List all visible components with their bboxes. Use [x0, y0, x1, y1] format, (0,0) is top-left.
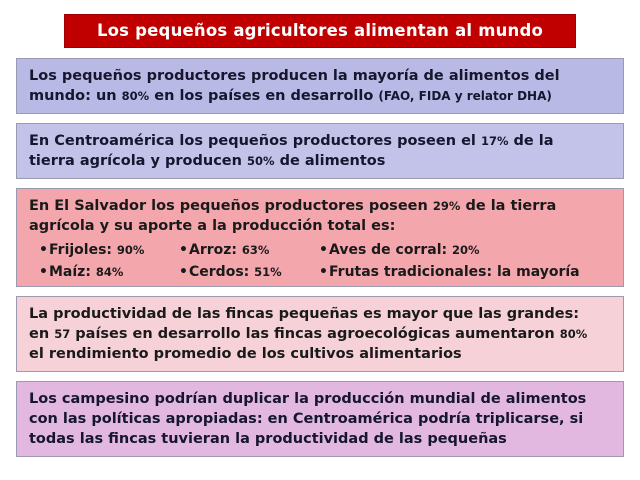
box4-line2-text-a: en — [29, 325, 55, 342]
box3-line1-text-b: de la tierra — [460, 198, 557, 215]
box2-line2-text-b: de alimentos — [274, 153, 386, 170]
box3-line2-text-b: : — [389, 218, 396, 235]
box2-line2-text-a: tierra agrícola y producen — [29, 153, 248, 170]
statement-box-productivity — [16, 296, 624, 372]
box2-line1-text-a: En Centroamérica los pequeños productores poseen el — [29, 133, 481, 150]
box5-line2-text-b: : en Centroamérica podría triplicarse, si — [256, 410, 584, 427]
bullet-dot-icon: • — [319, 242, 328, 259]
box2-line-1 — [29, 131, 613, 151]
box4-line1-text-a: La productividad de las fincas pequeñas es mayor que las grandes — [29, 305, 574, 322]
box3-line2-text-a: agrícola y su aporte a la producción total es — [29, 218, 390, 235]
box1-line2-text-c: en los países en desarrollo — [149, 88, 379, 105]
statement-box-potential — [16, 381, 624, 457]
box1-source-citation: (FAO, FIDA y relator DHA) — [378, 89, 552, 104]
statement-box-centroamerica — [16, 123, 624, 179]
box3-land-percentage: 29% — [432, 199, 461, 214]
box4-line-2 — [29, 324, 613, 344]
box1-line1-text: Los pequeños productores producen la mayoría de alimentos del — [29, 68, 560, 85]
list-item-label: Maíz — [49, 264, 86, 281]
production-column-2 — [179, 241, 319, 282]
list-item: •Arroz: 63% — [179, 242, 270, 259]
box4-line-1 — [29, 304, 613, 324]
box4-line2-text-b: países en desarrollo las fincas agroecológicas aumentaron — [70, 325, 560, 342]
box1-line2-text-b: : un — [85, 88, 122, 105]
list-item-label: Frutas tradicionales — [329, 264, 487, 281]
box5-line-1 — [29, 389, 613, 409]
list-item: •Aves de corral: 20% — [319, 242, 480, 259]
box4-line3-text: el rendimiento promedio de los cultivos alimentarios — [29, 345, 462, 362]
box4-yield-percentage: 80% — [559, 326, 588, 341]
box5-line-2 — [29, 409, 613, 429]
production-column-1 — [39, 241, 179, 282]
box1-line-2 — [29, 86, 613, 106]
box4-line1-text-b: : — [573, 305, 580, 322]
slide-title-bar — [64, 14, 576, 48]
list-item-value: 20% — [452, 243, 480, 258]
box5-line-3 — [29, 429, 613, 449]
box3-line-1 — [29, 196, 613, 216]
list-item-label: Frijoles — [49, 242, 107, 259]
list-item-value: 84% — [95, 265, 124, 280]
bullet-dot-icon: • — [319, 264, 328, 281]
bullet-dot-icon: • — [179, 242, 188, 259]
bullet-dot-icon: • — [179, 264, 188, 281]
production-column-3 — [319, 241, 613, 282]
box3-line1-text-a: En El Salvador los pequeños productores poseen — [29, 198, 433, 215]
box2-land-percentage: 17% — [480, 134, 509, 149]
box4-line-3 — [29, 344, 613, 364]
list-item-label: Cerdos — [189, 264, 244, 281]
list-item-value: 90% — [116, 243, 145, 258]
list-item: •Cerdos: 51% — [179, 264, 282, 281]
list-item-label: Aves de corral — [329, 242, 442, 259]
box5-line3-text: todas las fincas tuvieran la productividad de las pequeñas — [29, 430, 507, 447]
box3-line-2 — [29, 216, 613, 236]
box5-line2-text-a: con las políticas apropiadas — [29, 410, 257, 427]
list-item: •Frutas tradicionales: la mayoría — [319, 264, 580, 281]
list-item: •Maíz: 84% — [39, 264, 124, 281]
box5-line1-text: Los campesino podrían duplicar la producción mundial de alimentos — [29, 390, 587, 407]
list-item-label: Arroz — [189, 242, 232, 259]
box2-line1-text-b: de la — [508, 133, 554, 150]
bullet-dot-icon: • — [39, 264, 48, 281]
box4-country-count: 57 — [54, 326, 71, 341]
list-item-value: 51% — [254, 265, 282, 280]
box2-line-2 — [29, 151, 613, 171]
production-share-list — [29, 241, 613, 282]
statement-box-global-production — [16, 58, 624, 114]
list-item-value: la mayoría — [497, 264, 580, 281]
box2-food-percentage: 50% — [247, 154, 275, 169]
statement-box-el-salvador — [16, 188, 624, 287]
page-title: Los pequeños agricultores alimentan al mundo — [96, 21, 544, 40]
box1-line-1 — [29, 66, 613, 86]
box1-percentage: 80% — [121, 89, 150, 104]
list-item: •Frijoles: 90% — [39, 242, 145, 259]
box1-line2-text-a: mundo — [29, 88, 86, 105]
bullet-dot-icon: • — [39, 242, 48, 259]
list-item-value: 63% — [241, 243, 270, 258]
